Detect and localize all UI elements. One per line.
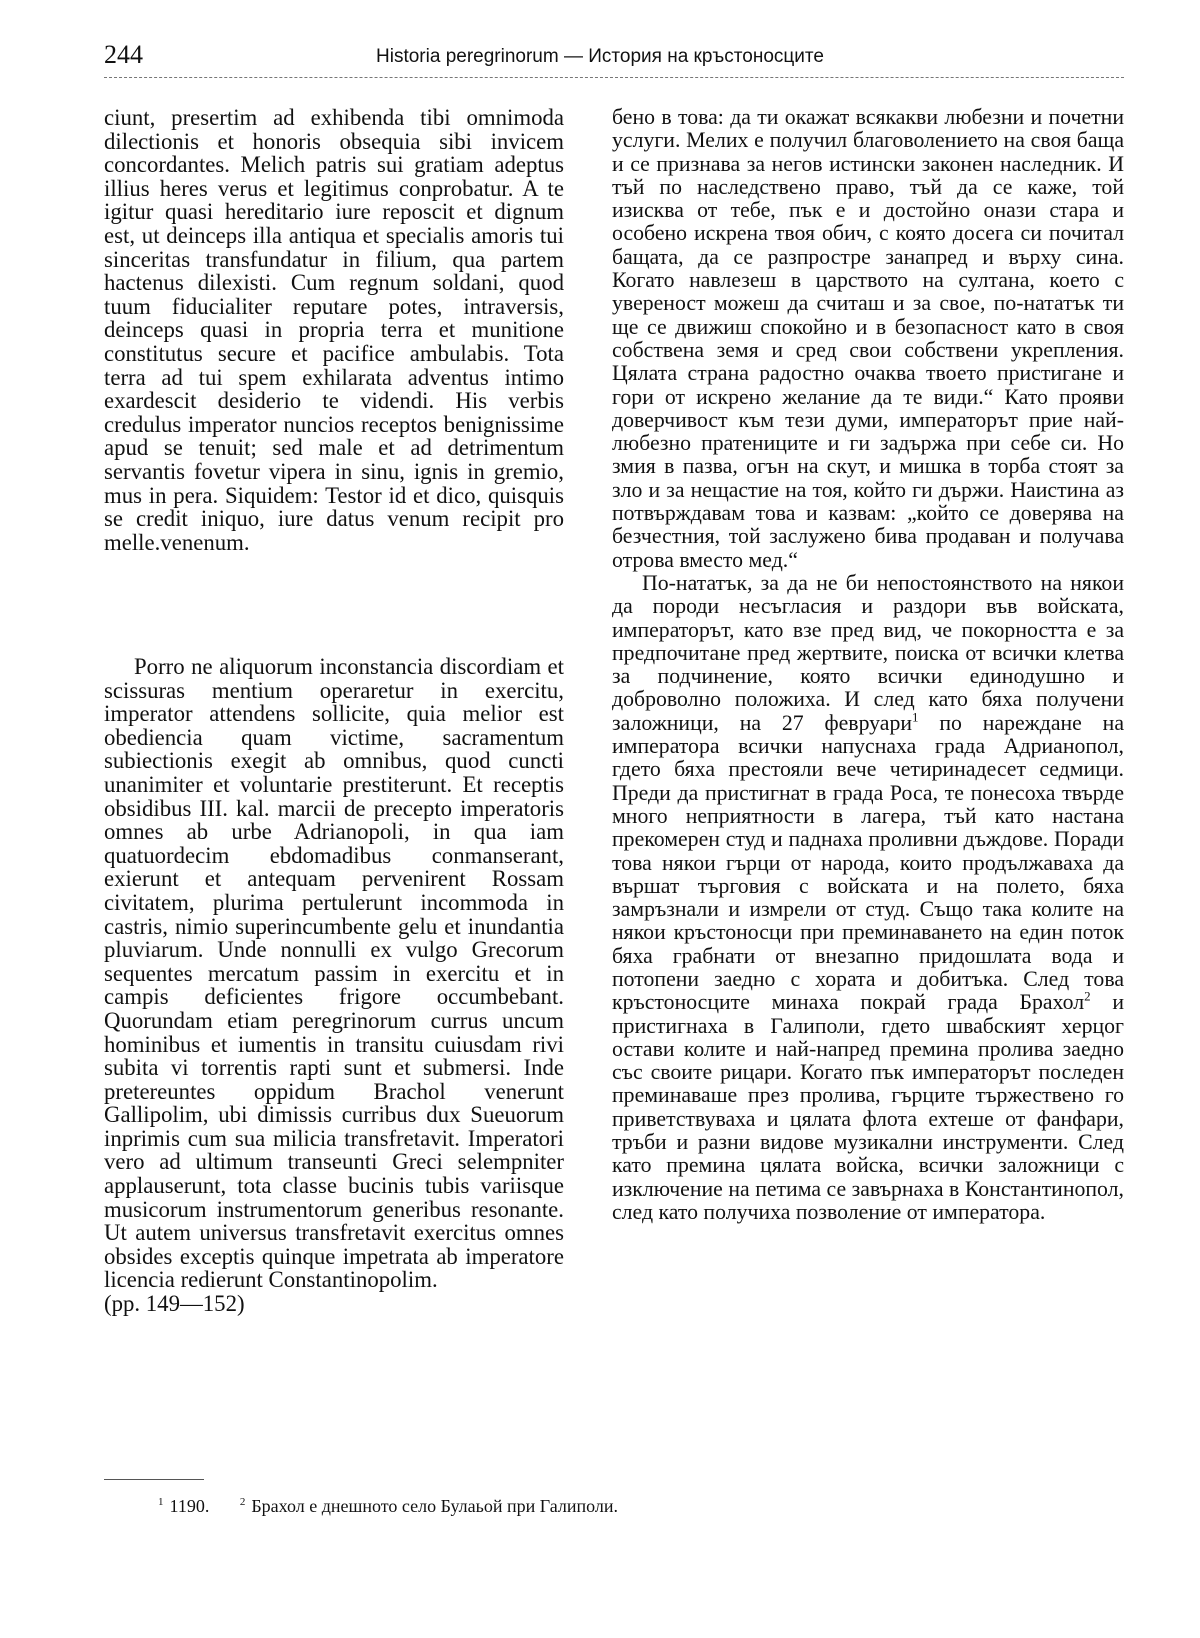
- bulgarian-paragraph-2-part-a: По-нататък, за да не би непостоянството на някои да породи несъгласия и раздори във войската, императорът, като взе пред вид, че покорността е за предпочитане пред жертвите, поиска от всички клетва за подчинение, която всички единодушно и доброволно положиха. И след като бяха получени заложници, на 27 февруари: [612, 570, 1124, 735]
- latin-source-reference: (pp. 149—152): [104, 1291, 245, 1317]
- footnotes: [158, 1492, 644, 1516]
- footnote-2: [240, 1492, 618, 1516]
- page-number: 244: [104, 40, 143, 69]
- running-title: Historia peregrinorum — История на кръстоносците: [376, 46, 824, 67]
- bulgarian-column: [612, 106, 1124, 1224]
- footnote-2-mark: 2: [239, 1496, 246, 1508]
- header-rule: [104, 77, 1124, 78]
- footnote-1-mark: 1: [158, 1496, 164, 1508]
- footnote-rule: [104, 1479, 204, 1480]
- footnote-1: [158, 1492, 209, 1516]
- latin-column-top: [104, 106, 564, 554]
- bulgarian-paragraph-2: [612, 572, 1124, 1224]
- bulgarian-paragraph-1: бено в това: да ти окажат всякакви любезни и почетни услуги. Мелих е получил благоволението на своя баща и се признава за негов истински законен наследник. И тъй по наследствено право, тъй да се каже, той изисква от тебе, пък е и достойно онази стара и особено искрена твоя обич, с която досега си почитал бащата, да се разпростре занапред и върху сина. Когато навлезеш в царството на султана, което с увереност можеш да считаш и за свое, по-нататък ти ще се движиш спокойно и в безопасност като в своя собствена земя и сред свои собствени укрепления. Цялата страна радостно очаква твоето пристигане и гори от искрено желание да те види.“ Като прояви доверчивост към тези думи, императорът прие най-любезно пратениците и ги задържа при себе си. Но змия в пазва, огън на скут, и мишка в торба стоят за зло и за нещастие на тоя, който ги държи. Наистина аз потвърждавам това и казвам: „който се доверява на безчестния, той заслужено бива продаван и получава отрова вместо мед.“: [612, 105, 1124, 572]
- bulgarian-paragraph-2-part-b: по нареждане на императора всички напуснаха града Адрианопол, гдето бяха престояли вече четиринадесет седмици. Преди да пристигнат в града Роса, те понесоха твърде много неприятности в лагера, тъй като настана прекомерен студ и паднаха проливни дъждове. Поради това някои гърци от народа, които продължаваха да вършат търговия с войската и на полето, бяха замръзнали и измрели от студ. Също така колите на някои кръстоносци при преминаването на един поток бяха грабнати от внезапно придошлата вода и потопени заедно с хората и добитъка. След това кръстоносците минаха покрай града Брахол: [612, 710, 1124, 1015]
- bulgarian-paragraph-2-part-c: и пристигнаха в Галиполи, гдето швабският херцог остави колите и най-напред премина пролива заедно със своите рицари. Когато пък императорът последен преминаваше през пролива, гърците тържествено го приветствуваха и цялата флота ехтеше от фанфари, тръби и разни видове музикални инструменти. След като премина цялата войска, всички заложници с изключение на петима се завърнаха в Константинопол, след като получиха позволение от императора.: [612, 990, 1124, 1224]
- footnote-reference-1[interactable]: 1: [912, 709, 919, 725]
- footnote-reference-2[interactable]: 2: [1084, 989, 1091, 1005]
- footnote-2-text: Брахол е днешното село Булаьой при Галиполи.: [251, 1496, 618, 1516]
- latin-paragraph-1: ciunt, presertim ad exhibenda tibi omnimoda dilectionis et honoris obsequia sibi invicem concordantes. Melich patris sui gratiam adeptus illius heres verus et legitimus conprobatur. A te igitur quasi hereditario iure reposcit et dignum est, ut deinceps illa antiqua et specialis amoris tui sinceritas transfundatur in filium, qua partem hactenus dilexisti. Cum regnum soldani, quod tuum fiducialiter reputare potes, intraversis, deinceps quasi in propria terra et munitione constitutus secure et pacifice ambulabis. Tota terra ad tui spem exhilarata adventus intimo exardescit desiderio te videndi. His verbis credulus imperator nuncios receptos benignissime apud se tenuit; sed male et ad detrimentum servantis fovetur vipera in sinu, ignis in gremio, mus in pera. Siquidem: Testor id et dico, quisquis se credit iniquo, iure datus venum recipit pro melle.venenum.: [104, 105, 564, 555]
- latin-paragraph-2: Porro ne aliquorum inconstancia discordiam et scissuras mentium operaretur in exercitu, imperator attendens sollicite, quia melior est obediencia quam victime, sacramentum subiectionis exegit ab omnibus, quod cuncti unanimiter et voluntarie prestiterunt. Et receptis obsidibus III. kal. marcii de precepto imperatoris omnes ab urbe Adrianopoli, in qua iam quatuordecim ebdomadibus conmanserant, exierunt et antequam pervenirent Rossam civitatem, plurima pertulerunt incommoda in castris, nimio superincumbente gelu et inundantia pluviarum. Unde nonnulli ex vulgo Grecorum sequentes mercatum passim in exercitu et in campis deficientes frigore occumbebant. Quorundam etiam peregrinorum currus uncum hominibus et iumentis in transitu cuiusdam rivi subita vi torrentis rapti sunt et submersi. Inde pretereuntes oppidum Brachol venerunt Gallipolim, ubi dimissis curribus dux Sueuorum inprimis cum sua milicia transfretavit. Imperatori vero ad ultimum transeunti Greci selempniter applauserunt, tota classe bucinis tubis variisque musicorum instrumentorum generibus resonante. Ut autem universus transfretavit exercitus omnes obsides exceptis quinque impetrata ab imperatore licencia redierunt Constantinopolim.: [104, 654, 564, 1293]
- footnote-1-text: 1190.: [169, 1496, 210, 1516]
- latin-column-bottom: [104, 655, 564, 1316]
